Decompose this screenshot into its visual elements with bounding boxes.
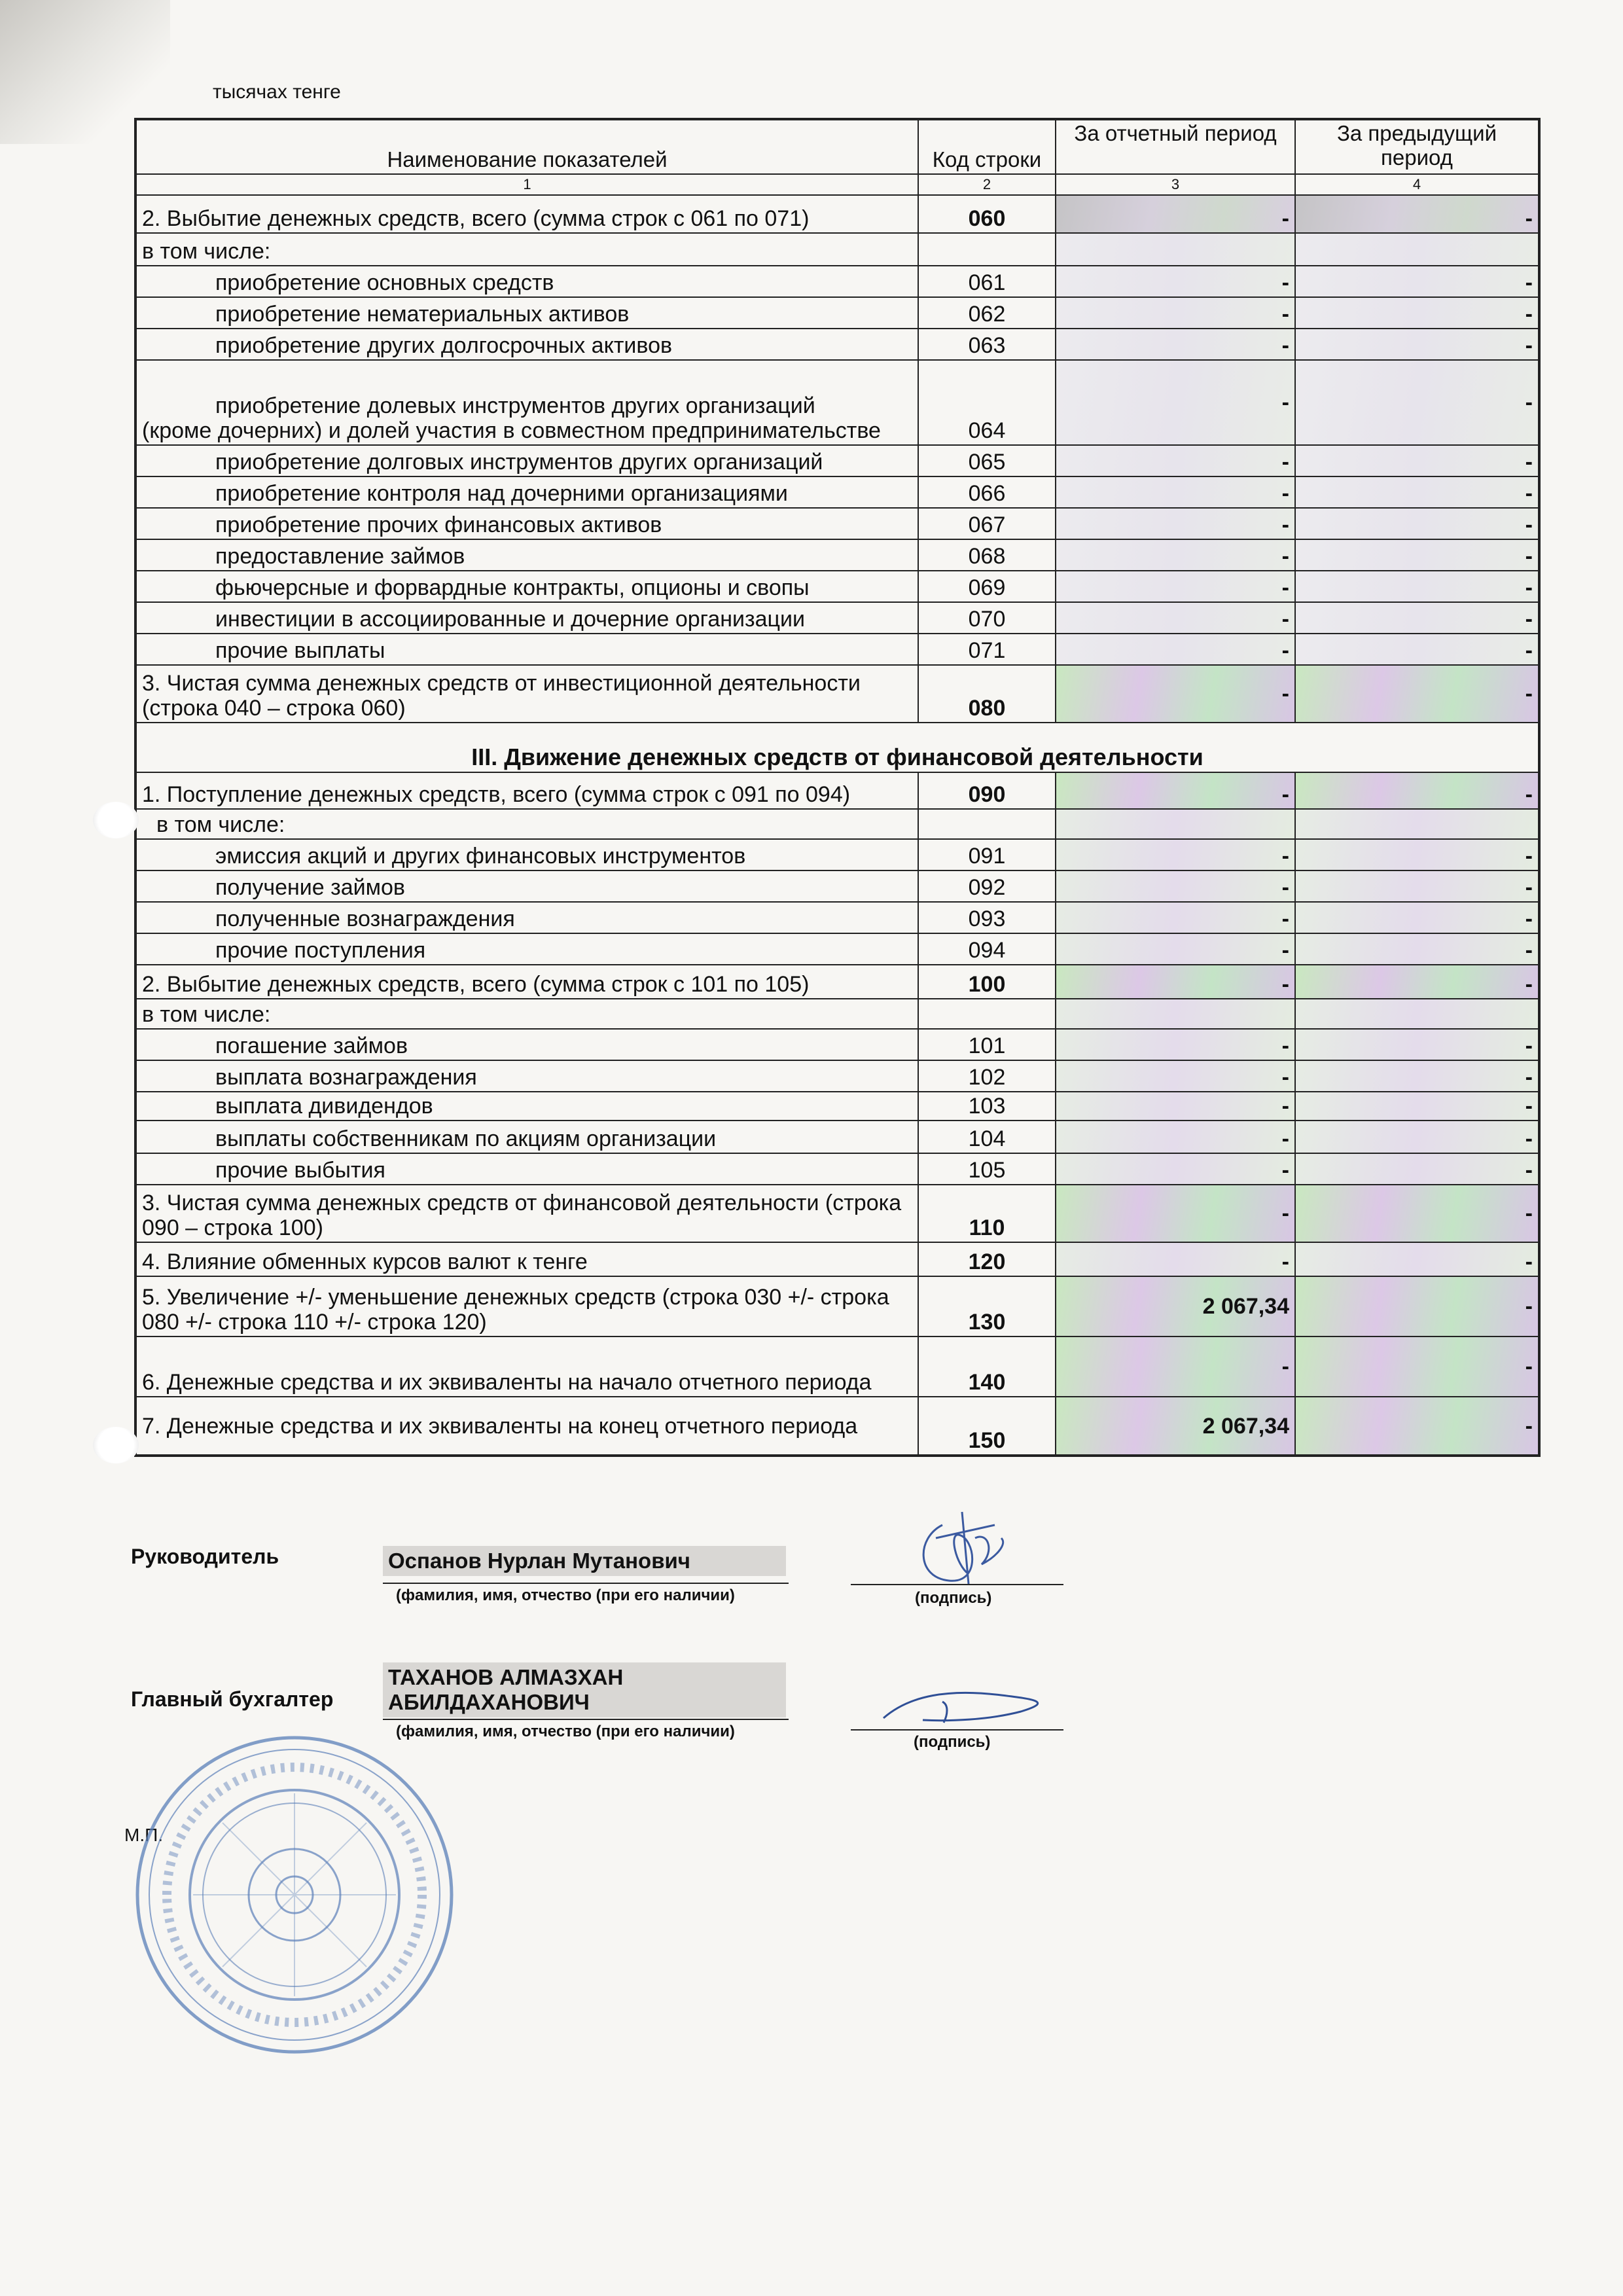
row-name: 2. Выбытие денежных средств, всего (сумма строк с 061 по 071) (135, 195, 918, 233)
table-row (135, 1029, 1539, 1060)
row-current-value (1056, 809, 1295, 839)
row-name: фьючерсные и форвардные контракты, опционы и свопы (135, 571, 918, 602)
row-code (918, 809, 1056, 839)
row-code: 092 (918, 870, 1056, 902)
row-previous-value: - (1295, 965, 1539, 999)
row-current-value: - (1056, 965, 1295, 999)
row-name: 3. Чистая сумма денежных средств от инвестиционной деятельности (строка 040 – строка 060) (135, 665, 918, 723)
row-previous-value: - (1295, 360, 1539, 445)
row-previous-value: - (1295, 933, 1539, 965)
row-current-value: - (1056, 1242, 1295, 1276)
section-title: III. Движение денежных средств от финансовой деятельности (135, 723, 1539, 772)
row-name: эмиссия акций и других финансовых инструментов (135, 839, 918, 870)
table-row (135, 634, 1539, 665)
row-previous-value: - (1295, 665, 1539, 723)
table-row (135, 1276, 1539, 1336)
row-code: 101 (918, 1029, 1056, 1060)
table-row (135, 360, 1539, 445)
row-previous-value: - (1295, 1242, 1539, 1276)
col-number: 3 (1056, 174, 1295, 195)
row-previous-value: - (1295, 1060, 1539, 1092)
row-code: 080 (918, 665, 1056, 723)
row-code: 060 (918, 195, 1056, 233)
table-row (135, 297, 1539, 329)
row-code: 140 (918, 1336, 1056, 1397)
cash-flow-table (134, 118, 1541, 1457)
table-row (135, 1185, 1539, 1242)
row-name: прочие выплаты (135, 634, 918, 665)
row-current-value: - (1056, 195, 1295, 233)
row-code: 105 (918, 1153, 1056, 1185)
row-current-value: - (1056, 602, 1295, 634)
header-previous-period: За предыдущий период (1295, 119, 1539, 174)
row-name: выплаты собственникам по акциям организации (135, 1121, 918, 1153)
table-row (135, 476, 1539, 508)
row-previous-value: - (1295, 634, 1539, 665)
accountant-fio-caption: (фамилия, имя, отчество (при его наличии) (396, 1723, 735, 1740)
row-current-value: - (1056, 634, 1295, 665)
row-previous-value: - (1295, 476, 1539, 508)
row-name (135, 360, 918, 445)
row-previous-value: - (1295, 1121, 1539, 1153)
row-current-value: - (1056, 476, 1295, 508)
row-code: 063 (918, 329, 1056, 360)
row-code: 150 (918, 1397, 1056, 1456)
row-previous-value: - (1295, 266, 1539, 297)
row-name: выплата дивидендов (135, 1092, 918, 1121)
table-row (135, 329, 1539, 360)
row-name: погашение займов (135, 1029, 918, 1060)
row-previous-value: - (1295, 445, 1539, 476)
table-row (135, 999, 1539, 1029)
table-row (135, 266, 1539, 297)
row-current-value: 2 067,34 (1056, 1276, 1295, 1336)
row-current-value: - (1056, 1153, 1295, 1185)
row-current-value: - (1056, 1060, 1295, 1092)
row-previous-value: - (1295, 772, 1539, 809)
row-current-value: - (1056, 665, 1295, 723)
row-name: 2. Выбытие денежных средств, всего (сумма строк с 101 по 105) (135, 965, 918, 999)
table-row (135, 571, 1539, 602)
table-row (135, 870, 1539, 902)
header-name: Наименование показателей (135, 119, 918, 174)
row-name: в том числе: (135, 809, 918, 839)
head-sign-caption: (подпись) (915, 1589, 992, 1607)
row-current-value: - (1056, 329, 1295, 360)
row-code: 067 (918, 508, 1056, 539)
row-code: 102 (918, 1060, 1056, 1092)
table-header-row (135, 119, 1539, 174)
table-row (135, 1336, 1539, 1397)
row-code: 090 (918, 772, 1056, 809)
col-number: 1 (135, 174, 918, 195)
row-code: 070 (918, 602, 1056, 634)
column-number-row (135, 174, 1539, 195)
row-previous-value: - (1295, 195, 1539, 233)
row-code: 065 (918, 445, 1056, 476)
row-name: 1. Поступление денежных средств, всего (сумма строк с 091 по 094) (135, 772, 918, 809)
units-label: тысячах тенге (213, 81, 341, 103)
row-name: прочие поступления (135, 933, 918, 965)
table-row (135, 539, 1539, 571)
row-name: приобретение других долгосрочных активов (135, 329, 918, 360)
row-code (918, 999, 1056, 1029)
row-current-value: - (1056, 571, 1295, 602)
table-row (135, 902, 1539, 933)
row-code: 110 (918, 1185, 1056, 1242)
table-row (135, 809, 1539, 839)
row-previous-value: - (1295, 297, 1539, 329)
row-previous-value: - (1295, 1029, 1539, 1060)
row-previous-value: - (1295, 602, 1539, 634)
row-current-value: - (1056, 839, 1295, 870)
row-current-value: - (1056, 360, 1295, 445)
punch-hole (93, 802, 139, 838)
row-code: 120 (918, 1242, 1056, 1276)
row-previous-value (1295, 809, 1539, 839)
row-previous-value: - (1295, 1092, 1539, 1121)
head-name: Оспанов Нурлан Мутанович (383, 1546, 786, 1576)
table-row (135, 665, 1539, 723)
row-code: 069 (918, 571, 1056, 602)
row-previous-value: - (1295, 1336, 1539, 1397)
row-code: 103 (918, 1092, 1056, 1121)
table-row (135, 1153, 1539, 1185)
row-code: 068 (918, 539, 1056, 571)
row-name: получение займов (135, 870, 918, 902)
row-name: инвестиции в ассоциированные и дочерние организации (135, 602, 918, 634)
row-previous-value (1295, 233, 1539, 266)
row-current-value: - (1056, 445, 1295, 476)
accountant-signature-icon (870, 1682, 1067, 1734)
table-row (135, 772, 1539, 809)
accountant-name (383, 1662, 786, 1717)
row-name: 3. Чистая сумма денежных средств от финансовой деятельности (строка 090 – строка 100) (135, 1185, 918, 1242)
table-row (135, 839, 1539, 870)
row-previous-value: - (1295, 508, 1539, 539)
accountant-name-line-2: АБИЛДАХАНОВИЧ (388, 1689, 590, 1714)
row-current-value: - (1056, 266, 1295, 297)
row-name: приобретение основных средств (135, 266, 918, 297)
row-code: 066 (918, 476, 1056, 508)
head-fio-caption: (фамилия, имя, отчество (при его наличии) (396, 1587, 735, 1604)
row-current-value: - (1056, 1185, 1295, 1242)
official-seal-icon (128, 1728, 461, 2062)
row-current-value: - (1056, 1029, 1295, 1060)
row-current-value: - (1056, 870, 1295, 902)
row-name: предоставление займов (135, 539, 918, 571)
table-row (135, 508, 1539, 539)
table-row (135, 1242, 1539, 1276)
row-current-value: - (1056, 1121, 1295, 1153)
table-row (135, 965, 1539, 999)
table-row (135, 1060, 1539, 1092)
row-name: приобретение нематериальных активов (135, 297, 918, 329)
row-previous-value: - (1295, 870, 1539, 902)
row-code: 064 (918, 360, 1056, 445)
row-previous-value: - (1295, 902, 1539, 933)
punch-hole (93, 1427, 139, 1463)
row-previous-value: - (1295, 1153, 1539, 1185)
table-row (135, 195, 1539, 233)
table-row (135, 445, 1539, 476)
row-name: полученные вознаграждения (135, 902, 918, 933)
row-previous-value (1295, 999, 1539, 1029)
table-row (135, 1092, 1539, 1121)
table-row (135, 233, 1539, 266)
head-label: Руководитель (131, 1545, 279, 1568)
row-previous-value: - (1295, 1185, 1539, 1242)
row-code: 100 (918, 965, 1056, 999)
row-code: 071 (918, 634, 1056, 665)
header-current-period: За отчетный период (1056, 119, 1295, 174)
row-previous-value: - (1295, 329, 1539, 360)
row-previous-value: - (1295, 571, 1539, 602)
row-name: в том числе: (135, 233, 918, 266)
section-header-row (135, 723, 1539, 772)
row-name: выплата вознаграждения (135, 1060, 918, 1092)
row-name-continuation: (кроме дочерних) и долей участия в совместном предпринимательстве (142, 418, 881, 443)
head-signature-icon (897, 1499, 1041, 1597)
table-row (135, 1397, 1539, 1456)
row-current-value: - (1056, 539, 1295, 571)
row-current-value: - (1056, 772, 1295, 809)
row-code: 094 (918, 933, 1056, 965)
table-row (135, 1121, 1539, 1153)
col-number: 2 (918, 174, 1056, 195)
row-current-value (1056, 233, 1295, 266)
row-name-first-line: приобретение долевых инструментов других организаций (215, 393, 815, 418)
accountant-name-underline (383, 1719, 789, 1720)
row-name: 5. Увеличение +/- уменьшение денежных средств (строка 030 +/- строка 080 +/- строка 110 +/- строка 120) (135, 1276, 918, 1336)
row-current-value: - (1056, 1336, 1295, 1397)
col-number: 4 (1295, 174, 1539, 195)
row-previous-value: - (1295, 839, 1539, 870)
row-code: 062 (918, 297, 1056, 329)
row-current-value: - (1056, 1092, 1295, 1121)
row-code: 093 (918, 902, 1056, 933)
row-name: 6. Денежные средства и их эквиваленты на начало отчетного периода (135, 1336, 918, 1397)
accountant-sign-caption: (подпись) (914, 1733, 991, 1751)
row-current-value (1056, 999, 1295, 1029)
row-previous-value: - (1295, 1276, 1539, 1336)
table-row (135, 933, 1539, 965)
row-current-value: - (1056, 508, 1295, 539)
accountant-label: Главный бухгалтер (131, 1687, 334, 1711)
row-name: 7. Денежные средства и их эквиваленты на конец отчетного периода (135, 1397, 918, 1456)
row-code: 061 (918, 266, 1056, 297)
row-name: прочие выбытия (135, 1153, 918, 1185)
row-code: 091 (918, 839, 1056, 870)
row-previous-value: - (1295, 539, 1539, 571)
row-current-value: 2 067,34 (1056, 1397, 1295, 1456)
row-code: 104 (918, 1121, 1056, 1153)
row-current-value: - (1056, 933, 1295, 965)
row-code: 130 (918, 1276, 1056, 1336)
row-current-value: - (1056, 297, 1295, 329)
row-name: приобретение долговых инструментов других организаций (135, 445, 918, 476)
head-name-underline (383, 1583, 789, 1584)
row-name: приобретение прочих финансовых активов (135, 508, 918, 539)
row-name: приобретение контроля над дочерними организациями (135, 476, 918, 508)
row-previous-value: - (1295, 1397, 1539, 1456)
row-code (918, 233, 1056, 266)
header-code: Код строки (918, 119, 1056, 174)
row-name: в том числе: (135, 999, 918, 1029)
row-current-value: - (1056, 902, 1295, 933)
accountant-name-line-1: ТАХАНОВ АЛМАЗХАН (388, 1665, 624, 1689)
table-row (135, 602, 1539, 634)
mp-label: М.П. (124, 1825, 164, 1845)
row-name: 4. Влияние обменных курсов валют к тенге (135, 1242, 918, 1276)
